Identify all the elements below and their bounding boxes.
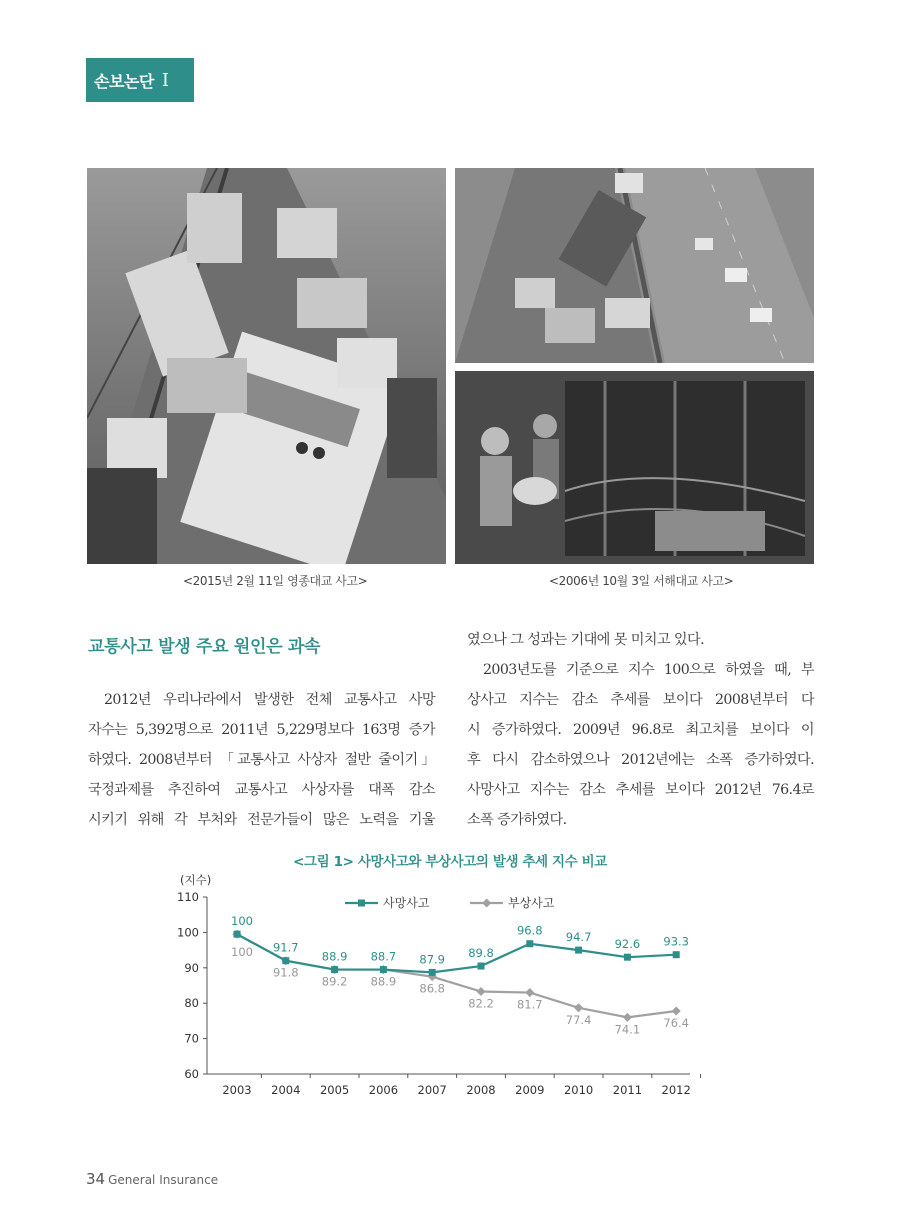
data-point-injury [574, 1003, 583, 1012]
publication-name: General Insurance [108, 1173, 219, 1187]
data-label-injury: 88.9 [370, 974, 397, 989]
data-point-injury [623, 1013, 632, 1022]
data-label-injury: 82.2 [468, 996, 494, 1011]
section-tag [86, 58, 194, 102]
chart-title: <그림 1> 사망사고와 부상사고의 발생 추세 지수 비교 [293, 854, 607, 870]
paragraph-line: 였으나 그 성과는 기대에 못 미치고 있다. [467, 632, 705, 648]
x-tick-label: 2008 [466, 1083, 496, 1097]
article-left-column [88, 685, 435, 835]
x-tick-label: 2006 [368, 1083, 399, 1097]
x-tick-label: 2005 [319, 1083, 350, 1097]
data-point-injury [330, 965, 339, 974]
photo-caption-left: <2015년 2월 11일 영종대교 사고> [183, 574, 368, 588]
section-tag-label: 손보논단 [94, 71, 154, 91]
x-tick-label: 2009 [515, 1083, 545, 1097]
data-point-death [624, 954, 631, 961]
y-tick-label: 110 [177, 890, 199, 904]
x-tick-label: 2003 [222, 1083, 252, 1097]
x-tick-label: 2007 [417, 1083, 447, 1097]
paragraph-line: 소폭 증가하였다. [467, 812, 567, 828]
data-label-injury: 91.8 [272, 965, 299, 980]
paragraph-line: 상사고 지수는 감소 추세를 보이다 2008년부터 다 [467, 692, 814, 708]
data-point-injury [428, 972, 437, 981]
x-tick-label: 2010 [563, 1083, 594, 1097]
data-label-injury: 77.4 [565, 1012, 592, 1027]
y-tick-label: 90 [184, 960, 199, 975]
paragraph-line: 2012년 우리나라에서 발생한 전체 교통사고 사망 [104, 692, 435, 708]
photo-yeongjong-bridge-accident [87, 168, 446, 564]
paragraph-line: 사망사고 지수는 감소 추세를 보이다 2012년 76.4로 [467, 782, 814, 798]
data-point-injury [232, 930, 241, 939]
y-tick-label: 60 [184, 1067, 199, 1081]
x-tick-label: 2011 [612, 1083, 643, 1097]
data-point-injury [281, 956, 290, 965]
photo-seohae-bridge-burnt-bus [455, 371, 814, 564]
data-point-injury [525, 988, 534, 997]
article-heading: 교통사고 발생 주요 원인은 과속 [88, 637, 321, 657]
data-point-death [282, 957, 289, 964]
paragraph-line: 2003년도를 기준으로 지수 100으로 하였을 때, 부 [483, 662, 814, 678]
data-point-death [331, 966, 338, 973]
data-point-injury [476, 987, 485, 996]
photo-seohae-bridge-overview [455, 168, 814, 363]
paragraph-line: 시 증가하였다. 2009년 96.8로 최고치를 보이다 이 [467, 722, 814, 738]
data-point-death [526, 940, 533, 947]
page-number: 34 [86, 1170, 106, 1188]
article-right-column [467, 625, 814, 835]
series-line-0 [237, 934, 676, 972]
x-tick-label: 2012 [661, 1083, 691, 1097]
data-point-death [429, 969, 436, 976]
paragraph-line: 국정과제를 추진하여 교통사고 사상자를 대폭 감소 [88, 782, 435, 798]
data-label-injury: 100 [231, 945, 253, 960]
data-point-death [234, 931, 241, 938]
data-label-death: 100 [231, 914, 253, 929]
paragraph-line: 하였다. 2008년부터 「교통사고 사상자 절반 줄이기」 [88, 752, 435, 768]
y-tick-label: 80 [184, 996, 199, 1011]
data-label-death: 89.8 [468, 946, 494, 961]
legend-marker-death [358, 900, 365, 907]
legend-marker-injury [482, 898, 491, 907]
legend-label-death: 사망사고 [383, 896, 430, 910]
data-point-injury [379, 965, 388, 974]
data-label-injury: 86.8 [419, 981, 446, 996]
x-tick-label: 2004 [271, 1083, 301, 1097]
data-point-death [478, 963, 485, 970]
data-label-death: 88.9 [321, 949, 348, 964]
paragraph-line: 자수는 5,392명으로 2011년 5,229명보다 163명 증가 [88, 722, 435, 738]
data-label-injury: 76.4 [663, 1015, 690, 1030]
data-label-injury: 81.7 [516, 997, 543, 1012]
series-line-1 [237, 934, 676, 1017]
data-point-injury [672, 1006, 681, 1015]
page-footer [86, 1170, 218, 1188]
y-tick-label: 70 [184, 1031, 199, 1046]
data-point-death [673, 951, 680, 958]
data-label-death: 88.7 [370, 949, 397, 964]
data-label-injury: 74.1 [614, 1022, 641, 1037]
data-label-death: 87.9 [419, 952, 446, 967]
data-label-injury: 89.2 [321, 974, 348, 989]
paragraph-line: 후 다시 감소하였으나 2012년에는 소폭 증가하였다. [467, 752, 814, 768]
legend-label-injury: 부상사고 [508, 896, 555, 910]
y-tick-label: 100 [177, 925, 199, 940]
paragraph-line: 시키기 위해 각 부처와 전문가들이 많은 노력을 기울 [88, 812, 435, 828]
data-label-death: 93.3 [663, 934, 690, 949]
y-axis-label: (지수) [180, 873, 212, 887]
data-point-death [380, 966, 387, 973]
data-label-death: 91.7 [272, 940, 299, 955]
data-label-death: 94.7 [565, 930, 592, 945]
photo-caption-right: <2006년 10월 3일 서해대교 사고> [549, 574, 734, 588]
data-label-death: 92.6 [614, 937, 641, 952]
section-tag-divider: I [161, 69, 169, 91]
data-label-death: 96.8 [516, 923, 543, 938]
data-point-death [575, 947, 582, 954]
